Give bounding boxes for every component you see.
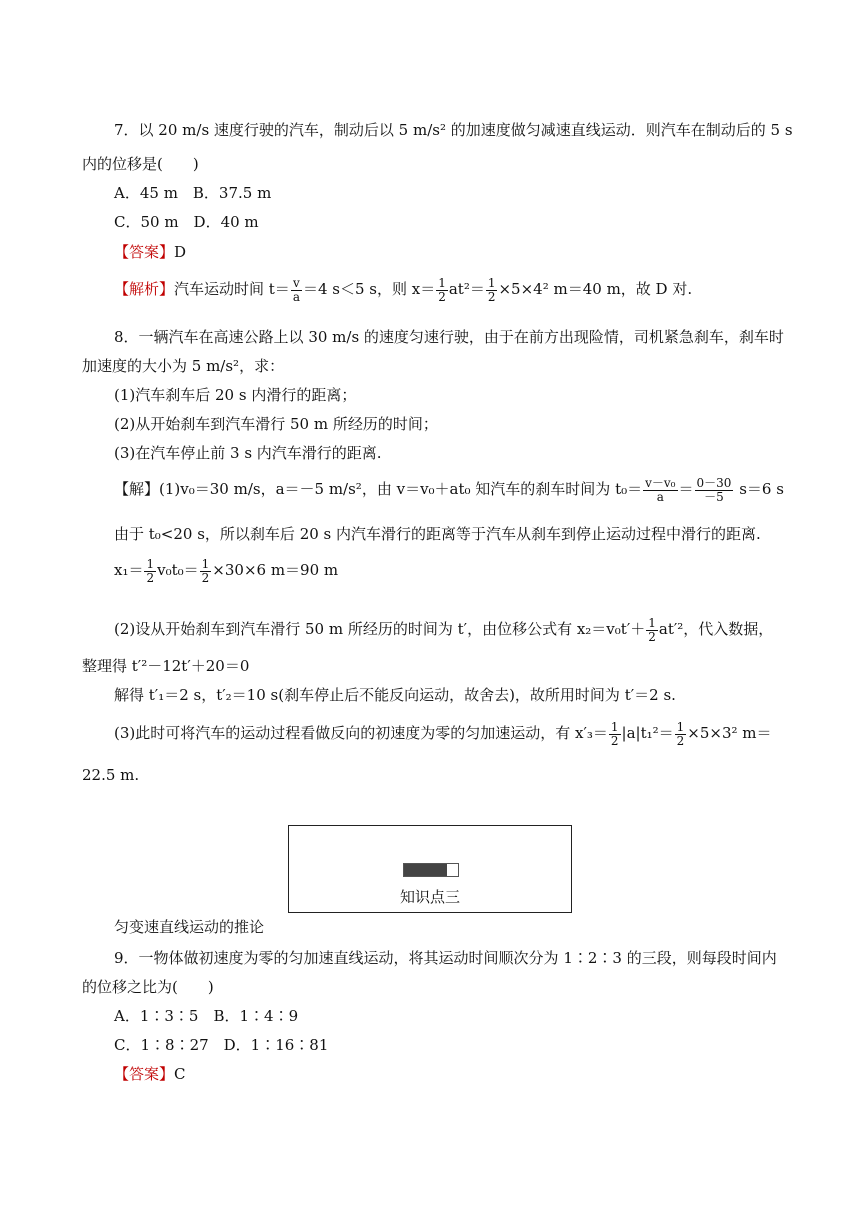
fraction-v-minus-v0-over-a: $\frac{\text{v－v₀}}{a}$	[645, 475, 676, 504]
q8-solution-2-line2: 整理得 t′²－12t′＋20＝0	[82, 657, 250, 675]
q7-stem-line2: 内的位移是( )	[82, 155, 199, 173]
q8-solution-2	[114, 614, 773, 644]
progress-bar	[403, 863, 459, 877]
answer-value: C	[174, 1065, 186, 1083]
q7-stem-line1: 7．以 20 m/s 速度行驶的汽车，制动后以 5 m/s² 的加速度做匀减速直线运动．则汽车在制动后的 5 s	[114, 121, 793, 139]
progress-bar-fill	[404, 864, 447, 876]
answer-tag: 【答案】	[114, 243, 175, 261]
fraction-half: $\frac{1}{2}$	[648, 615, 656, 644]
fraction-half: $\frac{1}{2}$	[610, 719, 619, 748]
sol2-text-a: (2)设从开始刹车到汽车滑行 50 m 所经历的时间为 t′，由位移公式有 x₂＝v₀t′＋	[114, 620, 646, 638]
q8-sub1: (1)汽车刹车后 20 s 内滑行的距离；	[114, 386, 357, 404]
fraction-v-over-a: $\frac{v}{a}$	[292, 275, 300, 304]
sol3-text-a: (3)此时可将汽车的运动过程看做反向的初速度为零的匀加速运动，有 x′₃＝	[114, 724, 608, 742]
analysis-tag: 【解析】	[114, 280, 175, 298]
q8-solution-1-line3	[114, 555, 338, 585]
knowledge-point-label: 知识点三	[399, 888, 460, 906]
analysis-text-c: at²＝	[448, 280, 485, 298]
q8-sub2: (2)从开始刹车到汽车滑行 50 m 所经历的时间；	[114, 415, 438, 433]
section-title: 匀变速直线运动的推论	[114, 918, 265, 936]
q8-solution-1	[114, 474, 784, 504]
q9-options-cd: C．1∶8∶27 D．1∶16∶81	[114, 1036, 329, 1054]
fraction-half: $\frac{1}{2}$	[487, 275, 496, 304]
q9-options-ab: A．1∶3∶5 B．1∶4∶9	[114, 1007, 299, 1025]
q8-solution-1-line2: 由于 t₀<20 s，所以刹车后 20 s 内汽车滑行的距离等于汽车从刹车到停止运动过程中滑行的距离.	[114, 525, 761, 543]
sol1-text-a: (1)v₀＝30 m/s，a＝－5 m/s²，由 v＝v₀＋at₀ 知汽车的刹车时间为 t₀＝	[159, 480, 643, 498]
q7-analysis	[114, 274, 692, 304]
q8-solution-3-line2: 22.5 m.	[82, 766, 140, 784]
answer-tag: 【答案】	[114, 1065, 175, 1083]
sol2-text-b: at′²，代入数据，	[658, 620, 774, 638]
fraction-0-minus-30-over-minus-5: $\frac{0-30}{-5}$	[696, 475, 732, 504]
q8-stem-line2: 加速度的大小为 5 m/s²，求：	[82, 357, 285, 375]
analysis-text-a: 汽车运动时间 t＝	[174, 280, 290, 298]
sol1-line3-c: ×30×6 m＝90 m	[212, 561, 339, 579]
equals-sign: ＝	[678, 480, 694, 498]
sol3-text-b: |a|t₁²＝	[621, 724, 674, 742]
q7-options-cd: C．50 m D．40 m	[114, 213, 259, 231]
q9-answer	[114, 1064, 186, 1084]
analysis-text-d: ×5×4² m＝40 m，故 D 对.	[498, 280, 693, 298]
q8-sub3: (3)在汽车停止前 3 s 内汽车滑行的距离.	[114, 444, 382, 462]
q8-solution-3	[114, 718, 772, 748]
sol3-text-c: ×5×3² m＝	[687, 724, 772, 742]
analysis-text-b: ＝4 s＜5 s，则 x＝	[302, 280, 436, 298]
answer-value: D	[174, 243, 187, 261]
fraction-half: $\frac{1}{2}$	[201, 556, 210, 585]
sol1-line3-b: v₀t₀＝	[157, 561, 199, 579]
fraction-half: $\frac{1}{2}$	[676, 719, 685, 748]
q9-stem-line1: 9．一物体做初速度为零的匀加速直线运动，将其运动时间顺次分为 1∶2∶3 的三段，则每段时间内	[114, 949, 777, 967]
q8-stem-line1: 8．一辆汽车在高速公路上以 30 m/s 的速度匀速行驶，由于在前方出现险情，司机紧急刹车，刹车时	[114, 328, 784, 346]
fraction-half: $\frac{1}{2}$	[146, 556, 155, 585]
solution-tag: 【解】	[114, 480, 160, 498]
q7-answer	[114, 242, 186, 262]
knowledge-point-box	[288, 825, 572, 913]
q8-solution-2-line3: 解得 t′₁＝2 s，t′₂＝10 s(刹车停止后不能反向运动，故舍去)，故所用时间为 t′＝2 s.	[114, 686, 676, 704]
sol1-text-b: s＝6 s	[734, 480, 784, 498]
sol1-line3-a: x₁＝	[114, 561, 144, 579]
q9-stem-line2: 的位移之比为( )	[82, 978, 214, 996]
q7-options-ab: A．45 m B．37.5 m	[114, 184, 272, 202]
fraction-half: $\frac{1}{2}$	[438, 275, 446, 304]
